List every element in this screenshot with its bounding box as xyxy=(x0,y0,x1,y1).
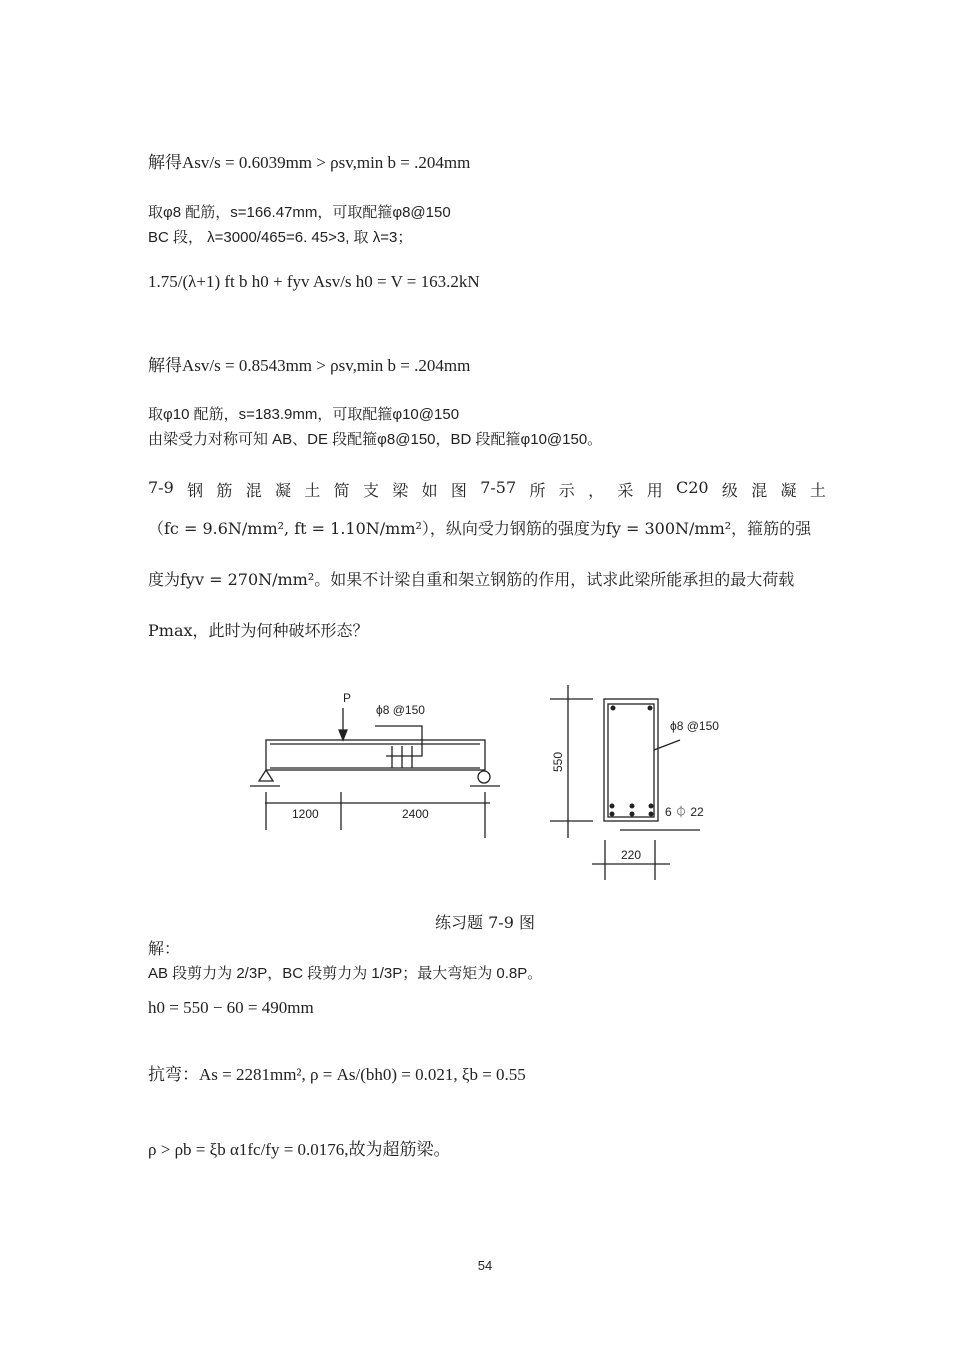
problem-line-3: 度为fyv = 270N/mm²。如果不计梁自重和架立钢筋的作用，试求此梁所能承担的最大荷载 xyxy=(148,570,795,589)
problem-token: 凝 xyxy=(780,481,797,500)
span-1-label: 1200 xyxy=(292,807,319,821)
stirrup-choice-1: 取φ8 配筋，s=166.47mm，可取配箍φ8@150 xyxy=(148,204,451,221)
problem-line-4: Pmax，此时为何种破坏形态？ xyxy=(148,621,369,640)
figure-caption: 练习题 7-9 图 xyxy=(435,913,535,932)
problem-token: 示 xyxy=(558,481,575,500)
problem-token: 土 xyxy=(809,481,826,500)
stirrup-label-section: ϕ8 @150 xyxy=(670,719,719,733)
problem-token: 级 xyxy=(721,481,738,500)
problem-token: 梁 xyxy=(392,481,409,500)
stirrup-label-elevation: ϕ8 @150 xyxy=(376,703,425,717)
page-number: 54 xyxy=(477,1258,493,1273)
problem-token: 图 xyxy=(450,481,467,500)
problem-line-1 xyxy=(148,478,826,501)
flexure-calc: 抗弯：As = 2281mm², ρ = As/(bh0) = 0.021, ξb = 0.55 xyxy=(148,1065,526,1084)
stirrup-choice-2: 取φ10 配筋，s=183.9mm，可取配箍φ10@150 xyxy=(148,406,460,423)
problem-token: ， xyxy=(588,481,605,500)
problem-token: 如 xyxy=(421,481,438,500)
span-2-label: 2400 xyxy=(402,807,429,821)
beam-figure xyxy=(240,680,730,890)
bc-segment-lambda: BC 段， λ=3000/465=6. 45>3, 取 λ=3； xyxy=(148,229,413,246)
result-line-2: 解得Asv/s = 0.8543mm > ρsv,min b = .204mm xyxy=(148,356,471,375)
result-line-1: 解得Asv/s = 0.6039mm > ρsv,min b = .204mm xyxy=(148,153,471,172)
over-reinforced-conclusion: ρ > ρb = ξb α1fc/fy = 0.0176,故为超筋梁。 xyxy=(148,1140,451,1159)
problem-token: 采 xyxy=(617,481,634,500)
beam-elevation xyxy=(250,691,500,838)
problem-token: 支 xyxy=(362,481,379,500)
width-label: 220 xyxy=(621,848,642,862)
problem-token: 7-57 xyxy=(480,478,517,497)
problem-token: C20 xyxy=(676,478,709,497)
symmetry-conclusion: 由梁受力对称可知 AB、DE 段配箍φ8@150，BD 段配箍φ10@150。 xyxy=(148,431,603,448)
shear-equation: 1.75/(λ+1) ft b h0 + fyv Asv/s h0 = V = 163.2kN xyxy=(148,272,480,291)
problem-token: 筋 xyxy=(216,481,233,500)
effective-depth: h0 = 550 − 60 = 490mm xyxy=(148,998,314,1017)
beam-cross-section xyxy=(550,685,719,880)
problem-token: 钢 xyxy=(187,481,204,500)
load-label: P xyxy=(343,691,352,705)
height-label: 550 xyxy=(551,751,565,772)
problem-line-2: （fc = 9.6N/mm², ft = 1.10N/mm²），纵向受力钢筋的强度为fy = 300N/mm²，箍筋的强 xyxy=(148,519,812,538)
problem-token: 凝 xyxy=(275,481,292,500)
bars-label: 6 ⏀ 22 xyxy=(665,805,704,819)
shear-moment-summary: AB 段剪力为 2/3P，BC 段剪力为 1/3P；最大弯矩为 0.8P。 xyxy=(148,965,543,982)
problem-token: 混 xyxy=(751,481,768,500)
problem-token: 混 xyxy=(245,481,262,500)
problem-token: 土 xyxy=(304,481,321,500)
solution-heading: 解： xyxy=(148,939,181,958)
problem-token: 简 xyxy=(333,481,350,500)
problem-token: 所 xyxy=(529,481,546,500)
problem-token: 用 xyxy=(646,481,663,500)
problem-token: 7-9 xyxy=(148,478,174,497)
